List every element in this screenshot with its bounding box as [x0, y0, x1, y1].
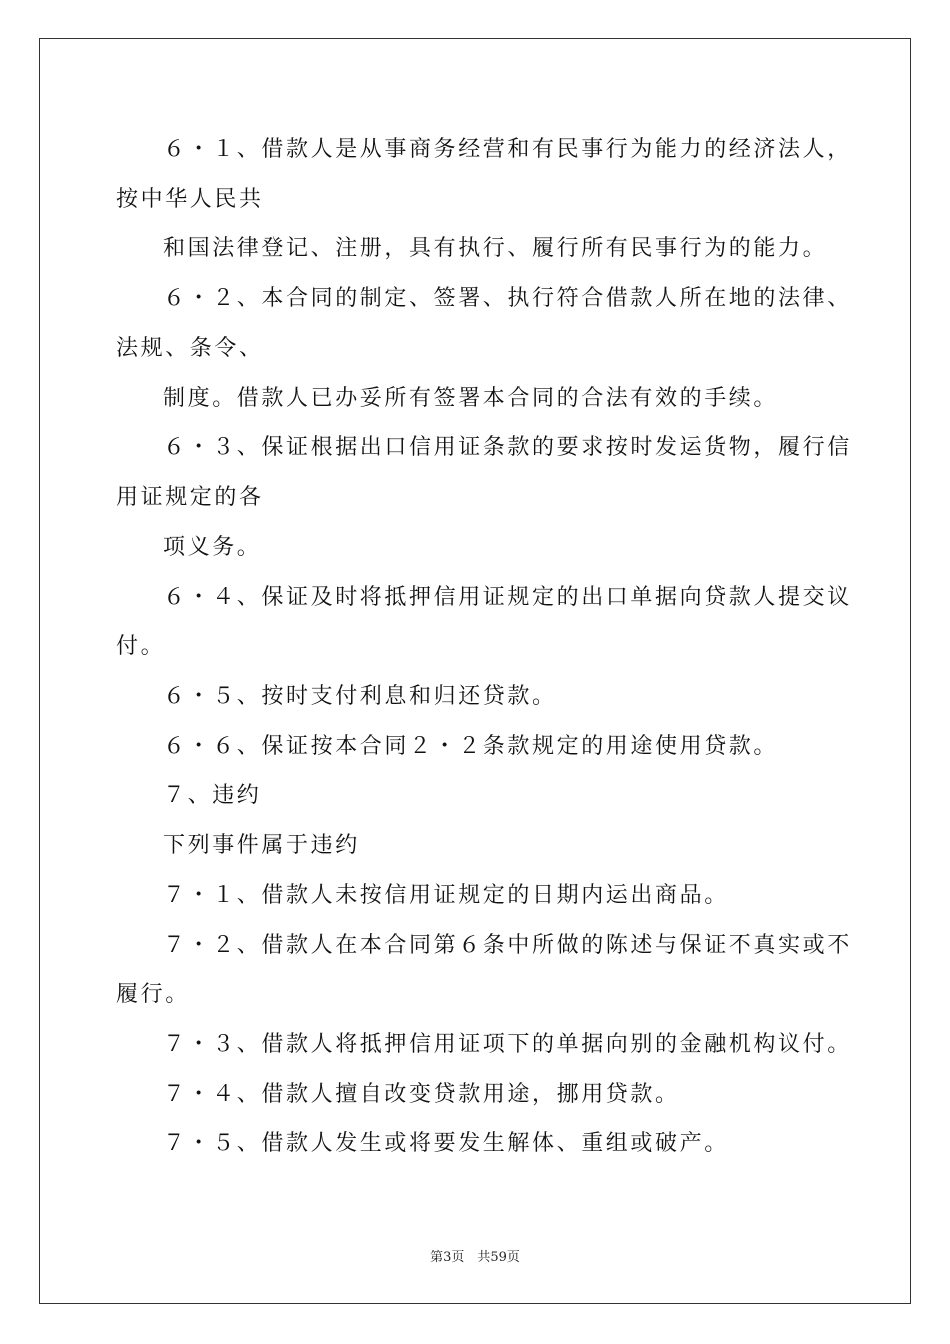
clause-6-4-line-1: ６・４、保证及时将抵押信用证规定的出口单据向贷款人提交议 — [163, 585, 852, 610]
clause-6-5: ６・５、按时支付利息和归还贷款。 — [163, 684, 557, 709]
clause-6-1-line-2: 按中华人民共 — [116, 187, 264, 212]
clause-6-6: ６・６、保证按本合同２・２条款规定的用途使用贷款。 — [163, 734, 779, 759]
clause-7-4: ７・４、借款人擅自改变贷款用途，挪用贷款。 — [163, 1082, 680, 1107]
page-border — [39, 38, 911, 1304]
clause-6-2-line-3: 制度。借款人已办妥所有签署本合同的合法有效的手续。 — [163, 386, 779, 411]
clause-6-4-line-2: 付。 — [116, 634, 166, 659]
section-7-heading: ７、违约 — [163, 783, 262, 808]
clause-6-1-line-1: ６・１、借款人是从事商务经营和有民事行为能力的经济法人， — [163, 137, 852, 162]
clause-7-3: ７・３、借款人将抵押信用证项下的单据向别的金融机构议付。 — [163, 1032, 852, 1057]
page-number-footer: 第3页 共59页 — [430, 1250, 520, 1265]
clause-6-3-line-2: 用证规定的各 — [116, 485, 264, 510]
section-7-intro: 下列事件属于违约 — [163, 833, 360, 858]
clause-6-1-line-3: 和国法律登记、注册，具有执行、履行所有民事行为的能力。 — [163, 236, 828, 261]
clause-7-1: ７・１、借款人未按信用证规定的日期内运出商品。 — [163, 883, 729, 908]
clause-6-2-line-2: 法规、条令、 — [116, 336, 264, 361]
clause-6-3-line-1: ６・３、保证根据出口信用证条款的要求按时发运货物，履行信 — [163, 435, 852, 460]
clause-7-5: ７・５、借款人发生或将要发生解体、重组或破产。 — [163, 1131, 729, 1156]
clause-7-2-line-1: ７・２、借款人在本合同第６条中所做的陈述与保证不真实或不 — [163, 933, 852, 958]
clause-6-3-line-3: 项义务。 — [163, 535, 262, 560]
clause-7-2-line-2: 履行。 — [116, 982, 190, 1007]
clause-6-2-line-1: ６・２、本合同的制定、签署、执行符合借款人所在地的法律、 — [163, 286, 852, 311]
